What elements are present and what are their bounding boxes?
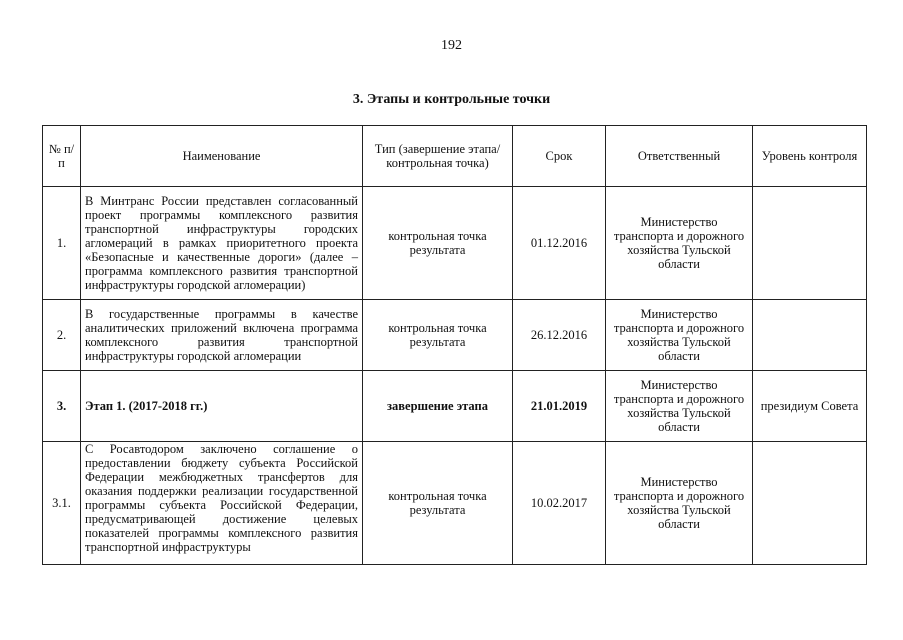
row-num: 3.1. (43, 442, 81, 565)
header-responsible: Ответственный (606, 126, 753, 187)
table-header-row (43, 126, 867, 187)
row-type: завершение этапа (363, 371, 513, 442)
row-num: 2. (43, 300, 81, 371)
header-deadline: Срок (513, 126, 606, 187)
header-level: Уровень контроля (753, 126, 867, 187)
page-number: 192 (441, 38, 462, 53)
row-name: В государственные программы в качестве аналитических приложений включена программа комплексного развития транспортной инфраструктуры городской агломерации (81, 300, 363, 371)
row-type: контрольная точка результата (363, 187, 513, 300)
table-row (43, 187, 867, 300)
row-deadline: 21.01.2019 (513, 371, 606, 442)
section-title: 3. Этапы и контрольные точки (352, 92, 551, 107)
row-deadline: 01.12.2016 (513, 187, 606, 300)
row-deadline: 26.12.2016 (513, 300, 606, 371)
row-name: Этап 1. (2017-2018 гг.) (81, 371, 363, 442)
row-type: контрольная точка результата (363, 442, 513, 565)
row-name (81, 442, 363, 565)
table-row-stage (43, 371, 867, 442)
header-name: Наименование (81, 126, 363, 187)
header-num: № п/п (43, 126, 81, 187)
row-level (753, 187, 867, 300)
table-row (43, 300, 867, 371)
row-num: 3. (43, 371, 81, 442)
row-type: контрольная точка результата (363, 300, 513, 371)
row-responsible: Министерство транспорта и дорожного хозяйства Тульской области (606, 187, 753, 300)
row-level: президиум Совета (753, 371, 867, 442)
row-responsible: Министерство транспорта и дорожного хозяйства Тульской области (606, 371, 753, 442)
row-name: В Минтранс России представлен согласованный проект программы комплексного развития транспортной инфраструктуры городских агломераций в рамках приоритетного проекта «Безопасные и качественные дороги» (далее – программа комплексного развития транспортной инфраструктуры городской агломерации) (81, 187, 363, 300)
row-responsible: Министерство транспорта и дорожного хозяйства Тульской области (606, 300, 753, 371)
header-type: Тип (завершение этапа/контрольная точка) (363, 126, 513, 187)
row-num: 1. (43, 187, 81, 300)
row-name-text: С Росавтодором заключено соглашение о предоставлении бюджету субъекта Российской Федерации межбюджетных трансфертов для оказания поддержки реализации государственной программы субъекта Российской Федерации, предусматривающей достижение целевых показателей программы комплексного развития транспортной инфраструктуры (85, 442, 358, 554)
row-level (753, 442, 867, 565)
table-row (43, 442, 867, 565)
row-level (753, 300, 867, 371)
row-responsible: Министерство транспорта и дорожного хозяйства Тульской области (606, 442, 753, 565)
row-deadline: 10.02.2017 (513, 442, 606, 565)
milestones-table (42, 125, 867, 565)
